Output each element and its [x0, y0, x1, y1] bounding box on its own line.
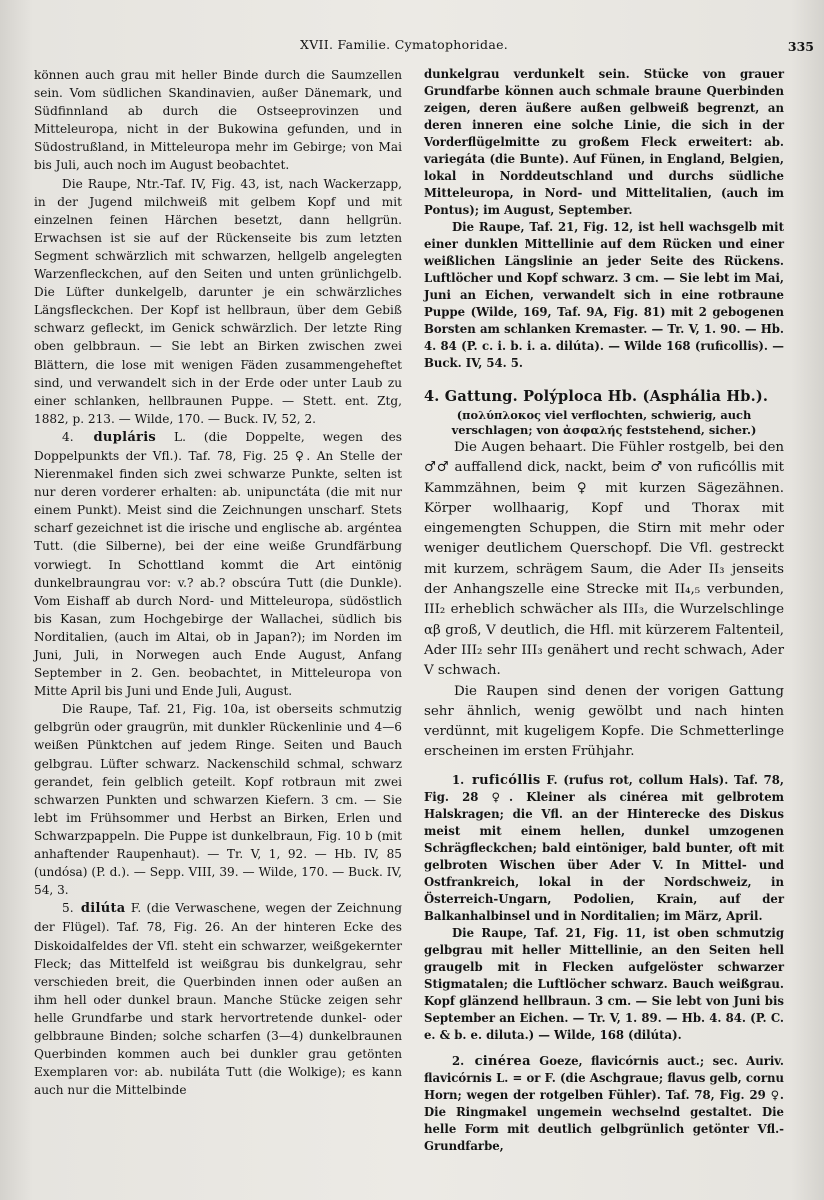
page-number: 335: [787, 39, 814, 54]
paragraph: Die Raupe, Taf. 21, Fig. 12, ist hell wachsgelb mit einer dunklen Mittellinie auf dem Rücken und einer weißlichen Längslinie an jeder Seite des Rückens. Luftlöcher und Kopf schwarz. 3 cm. — Sie lebt im Mai, Juni an Eichen, verwandelt sich in eine rotbraune Puppe (Wilde, 169, Taf. 9A, Fig. 81) mit 2 gebogenen Borsten am schlanken Kremaster. — Tr. V, 1. 90. — Hb. 4. 84 (P. c. i. b. i. a. dilúta). — Wilde 168 (ruficollis). — Buck. IV, 54. 5.: [424, 220, 784, 370]
species-name: dilúta: [80, 901, 126, 917]
species-entry: [424, 772, 784, 925]
paragraph: dunkelgrau verdunkelt sein. Stücke von grauer Grundfarbe können auch schmale braune Querbinden zeigen, deren äußere außen gelbweiß begrenzt, an deren inneren eine solche Linie, die sich in der Vorderflügelmitte zu großem Fleck erweitert: ab. variegáta (die Bunte). Auf Fünen, in England, Belgien, lokal in Norddeutschland und durchs südliche Mitteleuropa, in Nord- und Mittelitalien, (auch im Pontus); im August, September.: [424, 67, 784, 217]
paragraph: Die Raupe, Ntr.-Taf. IV, Fig. 43, ist, nach Wackerzapp, in der Jugend milchweiß mit gelbem Kopf und mit einzelnen feinen Härchen besetzt, dann hellgrün. Erwachsen ist sie auf der Rückenseite bis zum letzten Segment schwärzlich mit schwarzen, hellgelb angelegten Warzenfleckchen, auf den Seiten und unten grünlichgelb. Die Lüfter dunkelgelb, darunter je ein schwärzliches Längsfleckchen. Der Kopf ist hellbraun, über dem Gebiß schwarz gefleckt, im Genick schwärzlich. Der letzte Ring oben gelbbraun. — Sie lebt an Birken zwischen zwei Blättern, die lose mit wenigen Fäden zusammengeheftet sind, und verwandelt sich in der Erde oder unter Laub zu einer schlanken, hellbraunen Puppe. — Stett. ent. Ztg, 1882, p. 213. — Wilde, 170. — Buck. IV, 52, 2.: [34, 176, 402, 426]
species-name: dupláris: [93, 429, 157, 445]
species-text: F. (rufus rot, collum Hals). Taf. 78, Fig. 28 ♀. Kleiner als cinérea mit gelbrotem Halskragen; die Vfl. an der Hinterecke des Diskus meist mit einem hellen, dunkel umzogenen Schrägfleckchen; bald eintöniger, bald bunter, oft mit gelbroten Wischen über Ader V. In Mittel- und Ostfrankreich, lokal in der Nordschweiz, in Österreich-Ungarn, Podolien, Krain, auf der Balkanhalbinsel und in Norditalien; im März, April.: [424, 772, 785, 923]
genus-description: Die Augen behaart. Die Fühler rostgelb, bei den ♂♂ auffallend dick, nackt, beim ♂ von ruficóllis mit Kammzähnen, beim ♀ mit kurzen Sägezähnen. Körper wollhaarig, Kopf und Thorax mit eingemengten Schuppen, die Stirn mit mehr oder weniger deutlichem Querschopf. Die Vfl. gestreckt mit kurzem, schrägem Saum, die Ader II₃ jenseits der Anhangszelle eine Strecke mit II₄,₅ verbunden, III₂ erheblich schwächer als III₃, die Wurzelschlinge αβ groß, V deutlich, die Hfl. mit kürzerem Faltenteil, Ader III₂ sehr III₃ genähert und recht schwach, Ader V schwach.: [424, 440, 784, 679]
species-entry: [34, 428, 402, 700]
species-number: 4.: [62, 429, 74, 444]
genus-etymology: (πολύπλοκος viel verflochten, schwierig, auch verschlagen; von ἀσφαλής feststehend, sicher.): [451, 408, 757, 437]
species-name: cinérea: [474, 1053, 531, 1069]
species-text: Goeze, flavicórnis auct.; sec. Auriv. flavicórnis L. = or F. (die Aschgraue; flavus gelb, cornu Horn; wegen der rotgelben Fühler). Taf. 78, Fig. 29 ♀. Die Ringmakel ungemein wechselnd gestaltet. Die helle Form mit deutlich gelbgrünlich getönter Vfl.-Grundfarbe,: [424, 1053, 784, 1153]
species-entry: [424, 1053, 784, 1155]
genus-description: Die Raupen sind denen der vorigen Gattung sehr ähnlich, wenig gewölbt und nach hinten verdünnt, mit kugeligem Kopfe. Die Schmetterlinge erscheinen im ersten Frühjahr.: [424, 683, 784, 760]
species-number: 2.: [452, 1053, 465, 1068]
species-text: L. (die Doppelte, wegen des Doppelpunkts der Vfl.). Taf. 78, Fig. 25 ♀. An Stelle der Nierenmakel finden sich zwei schwarze Punkte, selten ist nur deren vorderer erhalten: ab. unipunctáta (die mit nur einem Punkt). Meist sind die Zeichnungen unscharf. Stets scharf gezeichnet ist die irische und englische ab. argéntea Tutt. (die Silberne), bei der eine weiße Grundfärbung vorwiegt. In Schottland kommt die Art eintönig dunkelbraungrau vor: v.? ab.? obscúra Tutt (die Dunkle). Vom Eishaff ab durch Nord- und Mitteleuropa, südöstlich bis Kasan, zum Hochgebirge der Wallachei, südlich bis Norditalien, (auch im Altai, ob in Japan?); im Norden im Juni, Juli, in Norwegen auch Ende August, Anfang September in 2. Gen. beobachtet, in Mitteleuropa von Mitte April bis Juni und Ende Juli, August.: [34, 429, 402, 699]
running-header: [0, 37, 824, 61]
species-number: 1.: [452, 772, 465, 787]
genus-heading: 4. Gattung. Polýploca Hb. (Asphália Hb.).: [424, 388, 769, 405]
paragraph: Die Raupe, Taf. 21, Fig. 10a, ist oberseits schmutzig gelbgrün oder graugrün, mit dunkler Rückenlinie und 4—6 weißen Pünktchen auf jedem Ringe. Seiten und Bauch gelbgrau. Lüfter schwarz. Nackenschild schmal, schwarz gerandet, fein gelblich geteilt. Kopf rotbraun mit zwei schwarzen Punkten und schwarzen Kiefern. 3 cm. — Sie lebt im Frühsommer und Herbst an Birken, Erlen und Schwarzpappeln. Die Puppe ist dunkelbraun, Fig. 10 b (mit anhaftender Raupenhaut). — Tr. V, 1, 92. — Hb. IV, 85 (undósa) (P. d.). — Sepp. VIII, 39. — Wilde, 170. — Buck. IV, 54, 3.: [34, 702, 402, 898]
species-text: F. (die Verwaschene, wegen der Zeichnung der Flügel). Taf. 78, Fig. 26. An der hinteren Ecke des Diskoidalfeldes der Vfl. steht ein schwarzer, weißgekernter Fleck; das Mittelfeld ist weißgrau bis dunkelgrau, sehr verschieden breit, die Querbinden innen oder außen an ihm hell oder dunkel braun. Manche Stücke zeigen sehr helle Grundfarbe und stark hervortretende dunkel- oder gelbbraune Binden; solche scharfen (3—4) dunkelbraunen Querbinden kommen auch bei dunkler grau getönten Exemplaren vor: ab. nubiláta Tutt (die Wolkige); es kann auch nur die Mittelbinde: [34, 901, 402, 1098]
species-number: 5.: [62, 901, 74, 916]
family-title: XVII. Familie. Cymatophoridae.: [300, 37, 509, 52]
left-column: [34, 66, 402, 1099]
species-name: ruficóllis: [472, 772, 541, 788]
paragraph: können auch grau mit heller Binde durch die Saumzellen sein. Vom südlichen Skandinavien, außer Dänemark, und Südfinnland ab durch die Ostseeprovinzen und Mitteleuropa, nicht in der Bukowina gefunden, und in Südostrußland, in Mitteleuropa mehr im Gebirge; von Mai bis Juli, auch noch im August beobachtet.: [34, 68, 402, 173]
species-entry: [34, 899, 402, 1099]
paragraph: Die Raupe, Taf. 21, Fig. 11, ist oben schmutzig gelbgrau mit heller Mittellinie, an den Seiten hell graugelb mit in Flecken aufgelöster schwarzer Stigmatalen; die Luftlöcher schwarz. Bauch weißgrau. Kopf glänzend hellbraun. 3 cm. — Sie lebt von Juni bis September an Eichen. — Tr. V, 1. 89. — Hb. 4. 84. (P. C. e. & b. e. diluta.) — Wilde, 168 (dilúta).: [424, 925, 784, 1042]
right-column: [424, 66, 784, 1155]
